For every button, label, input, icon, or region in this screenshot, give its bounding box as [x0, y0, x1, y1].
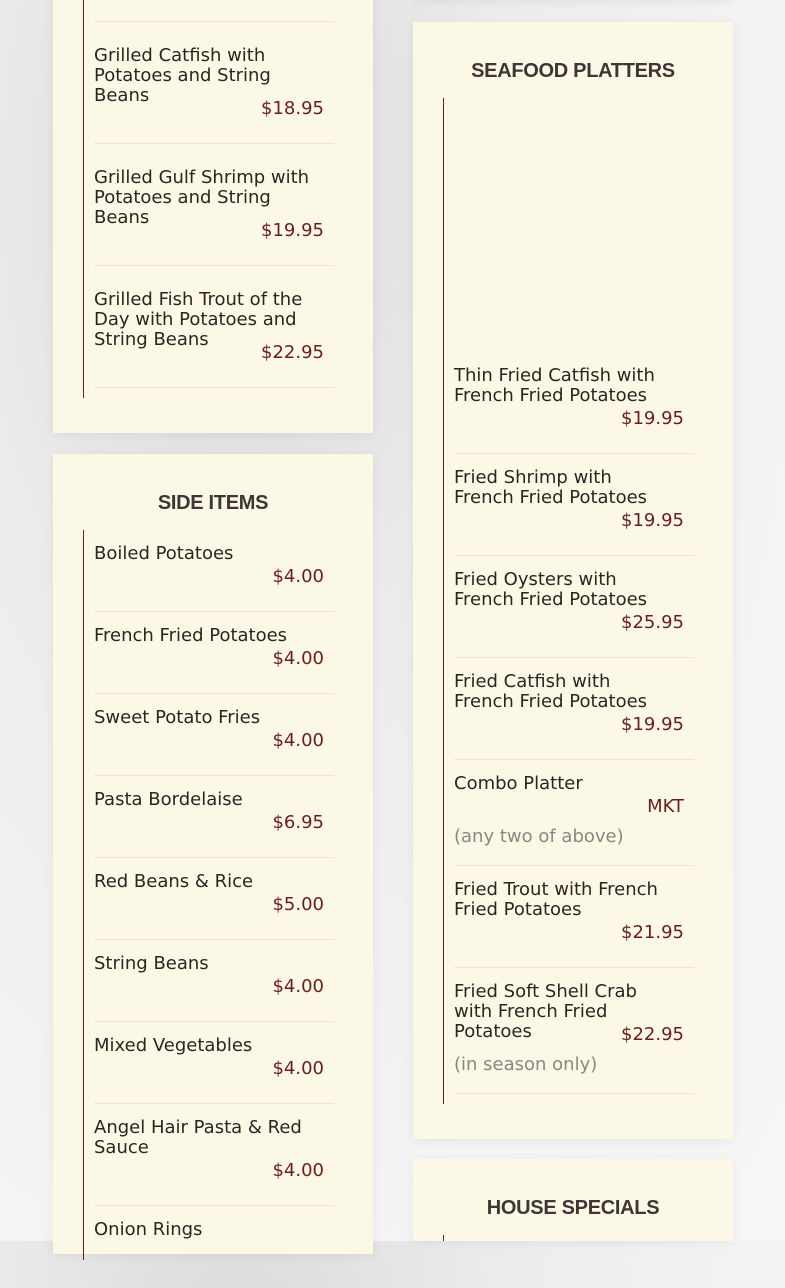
item-name: French Fried Potatoes	[94, 625, 288, 646]
item-name: Grilled Fish Trout of the Day with Potatoes and String Beans	[94, 289, 303, 350]
item-price: $4.00	[272, 1058, 324, 1079]
item-price: $4.00	[272, 1160, 324, 1181]
item-price: $6.95	[272, 812, 324, 833]
list-item	[94, 776, 334, 858]
item-name: Thin Fried Catfish with French Fried Potatoes	[454, 365, 655, 406]
side-items-card	[53, 454, 373, 1254]
item-name: Fried Trout with French Fried Potatoes	[454, 879, 658, 920]
list-item-divider	[94, 0, 334, 22]
item-price: $4.00	[272, 976, 324, 997]
house-specials-list	[443, 1235, 703, 1241]
item-price: $19.95	[621, 408, 684, 429]
grills-card	[53, 0, 373, 433]
house-specials-card	[413, 1159, 733, 1241]
grills-list	[83, 0, 343, 398]
seafood-platters-card	[413, 22, 733, 1139]
list-item	[454, 556, 694, 658]
item-price: $18.95	[261, 98, 324, 119]
list-item	[94, 612, 334, 694]
section-title: SIDE ITEMS	[157, 492, 269, 514]
list-item	[94, 940, 334, 1022]
item-name: Sweet Potato Fries	[94, 707, 261, 728]
item-name: Fried Oysters with French Fried Potatoes	[454, 569, 648, 610]
item-price: $21.95	[621, 922, 684, 943]
list-item	[94, 1022, 334, 1104]
item-price: $19.95	[621, 510, 684, 531]
list-item	[94, 266, 334, 388]
item-name: String Beans	[94, 953, 209, 974]
item-note: (any two of above)	[454, 826, 624, 847]
section-title: SEAFOOD PLATTERS	[471, 60, 675, 82]
item-price: $4.00	[272, 648, 324, 669]
list-item	[94, 694, 334, 776]
list-item	[454, 454, 694, 556]
side-items-list	[83, 530, 343, 1260]
list-item	[94, 530, 334, 612]
item-price: $25.95	[621, 612, 684, 633]
list-item	[94, 1104, 334, 1206]
item-price: $4.00	[272, 730, 324, 751]
item-price: $19.95	[261, 220, 324, 241]
list-item	[454, 658, 694, 760]
list-item	[454, 760, 694, 866]
item-price: $4.00	[272, 566, 324, 587]
list-item	[94, 1206, 334, 1288]
item-price: $22.95	[621, 1024, 684, 1045]
list-item	[94, 144, 334, 266]
item-name: Boiled Potatoes	[94, 543, 234, 564]
item-name: Fried Catfish with French Fried Potatoes	[454, 671, 648, 712]
item-name: Angel Hair Pasta & Red Sauce	[94, 1117, 302, 1158]
list-item	[94, 22, 334, 144]
list-item	[454, 968, 694, 1094]
list-item	[94, 858, 334, 940]
item-name: Fried Shrimp with French Fried Potatoes	[454, 467, 648, 508]
item-name: Fried Soft Shell Crab with French Fried Potatoes	[454, 981, 637, 1042]
item-note: (in season only)	[454, 1054, 598, 1075]
item-name: Grilled Gulf Shrimp with Potatoes and String Beans	[94, 167, 310, 228]
item-name: Red Beans & Rice	[94, 871, 254, 892]
item-price: $19.95	[621, 714, 684, 735]
seafood-platters-list	[443, 98, 703, 1104]
item-price: $5.00	[272, 894, 324, 915]
item-price: MKT	[647, 796, 684, 817]
list-item	[454, 358, 694, 454]
item-price: $22.95	[261, 342, 324, 363]
section-title: HOUSE SPECIALS	[486, 1197, 660, 1219]
item-name: Pasta Bordelaise	[94, 789, 243, 810]
item-name: Combo Platter	[454, 773, 583, 794]
item-name: Onion Rings	[94, 1219, 203, 1240]
item-name: Mixed Vegetables	[94, 1035, 253, 1056]
list-item	[454, 866, 694, 968]
item-name: Grilled Catfish with Potatoes and String Beans	[94, 45, 271, 106]
